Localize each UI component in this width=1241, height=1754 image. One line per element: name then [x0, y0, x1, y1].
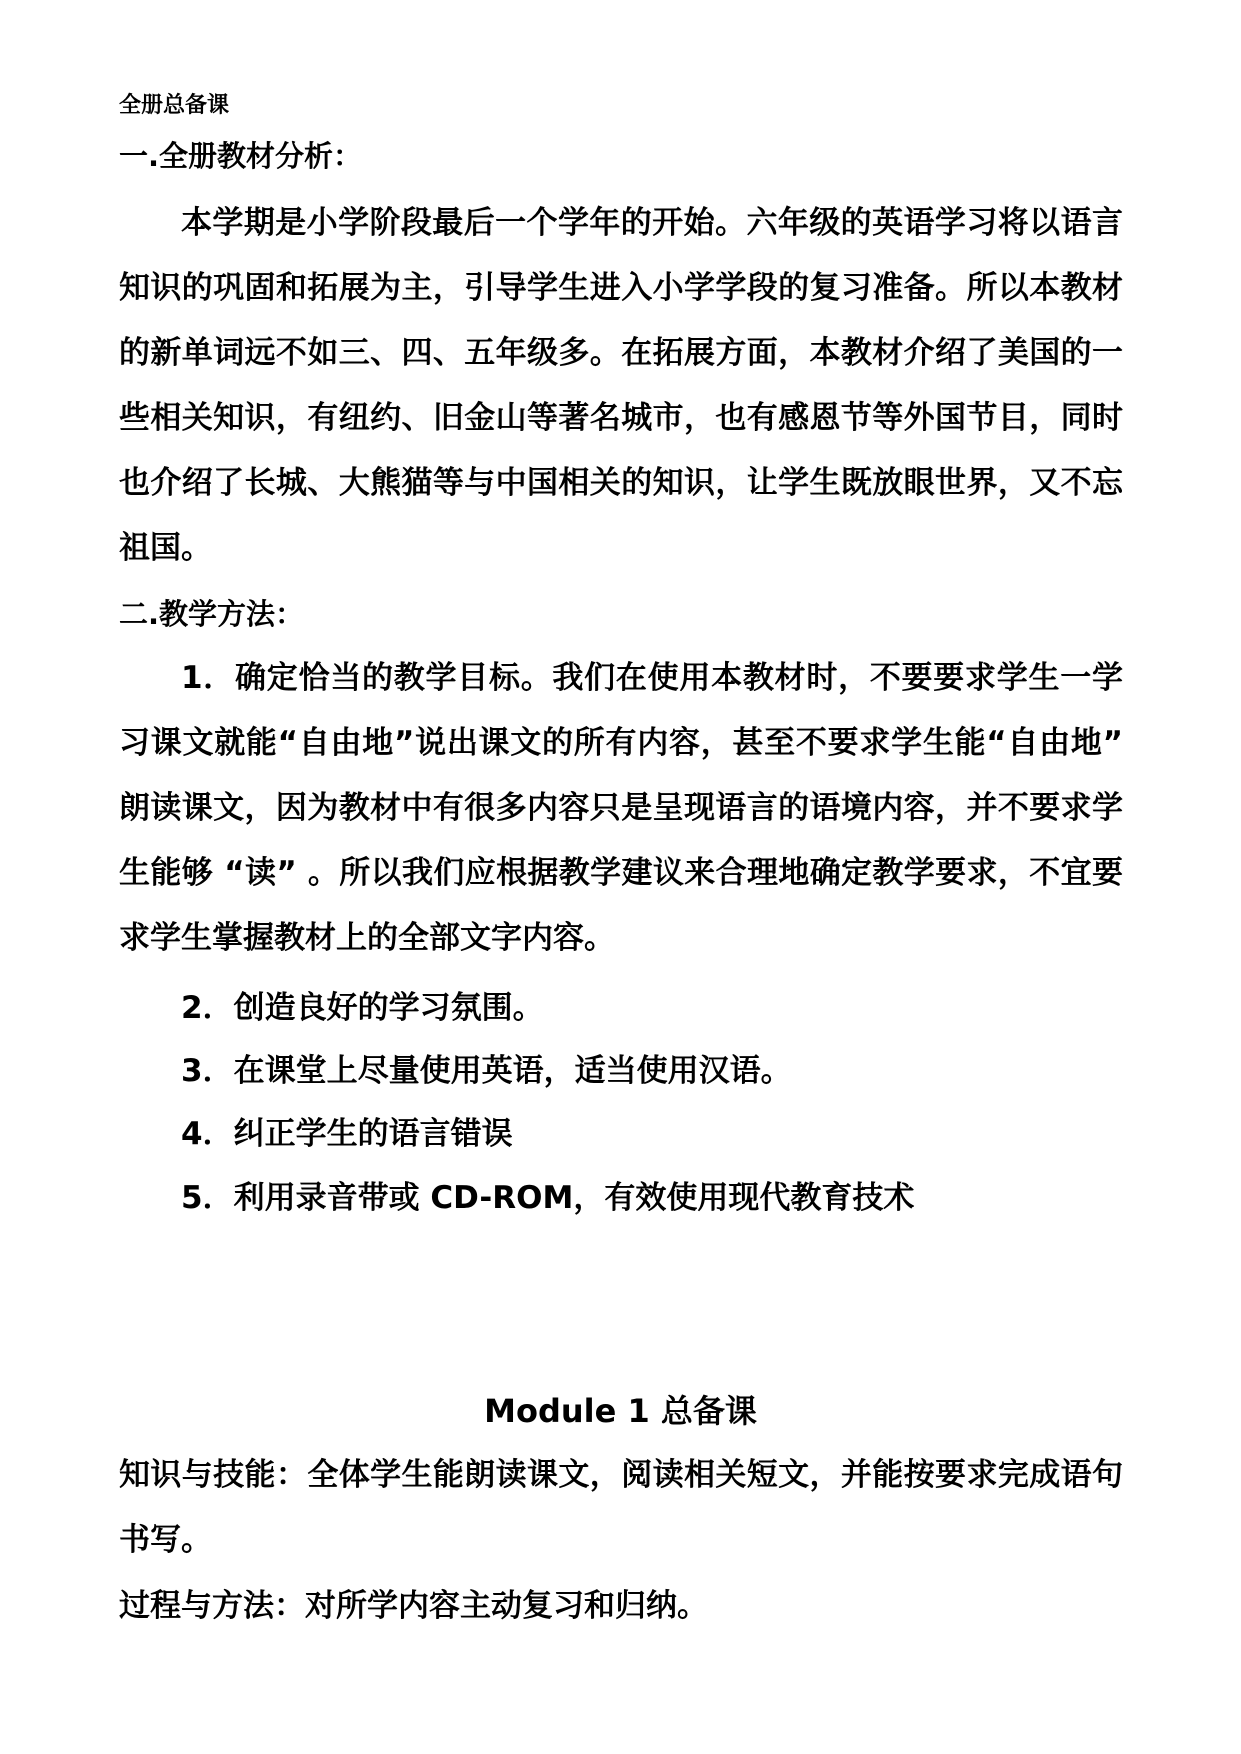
process-methods-paragraph: 过程与方法：对所学内容主动复习和归纳。: [119, 1588, 708, 1624]
textbook-analysis-paragraph: 本学期是小学阶段最后一个学年的开始。六年级的英语学习将以语言知识的巩固和拓展为主，引导学生进入小学学段的复习准备。所以本教材的新单词远不如三、四、五年级多。在拓展方面，本教材介绍了美国的一些相关知识，有纽约、旧金山等著名城市，也有感恩节等外国节目，同时也介绍了长城、大熊猫等与中国相关的知识，让学生既放眼世界，又不忘祖国。: [119, 205, 1123, 566]
teaching-method-item: 4．纠正学生的语言错误: [181, 1116, 513, 1152]
teaching-method-item: 1．确定恰当的教学目标。我们在使用本教材时，不要要求学生一学习课文就能“自由地”说出课文的所有内容，甚至不要求学生能“自由地” 朗读课文，因为教材中有很多内容只是呈现语言的语境内容，并不要求学生能够 “读” 。所以我们应根据教学建议来合理地确定教学要求，不宜要求学生掌握教材上的全部文字内容。: [119, 660, 1123, 956]
teaching-method-item: 5．利用录音带或 CD-ROM，有效使用现代教育技术: [181, 1180, 915, 1216]
teaching-method-item: 3．在课堂上尽量使用英语，适当使用汉语。: [181, 1053, 792, 1089]
section-heading-teaching-methods: 二.教学方法：: [119, 597, 305, 631]
teaching-method-item: 2．创造良好的学习氛围。: [181, 990, 544, 1026]
document-label: 全册总备课: [119, 93, 230, 118]
knowledge-skills-paragraph: 知识与技能：全体学生能朗读课文，阅读相关短文，并能按要求完成语句书写。: [119, 1457, 1123, 1558]
module-title: Module 1 总备课: [484, 1392, 757, 1430]
section-heading-textbook-analysis: 一.全册教材分析：: [119, 139, 363, 173]
